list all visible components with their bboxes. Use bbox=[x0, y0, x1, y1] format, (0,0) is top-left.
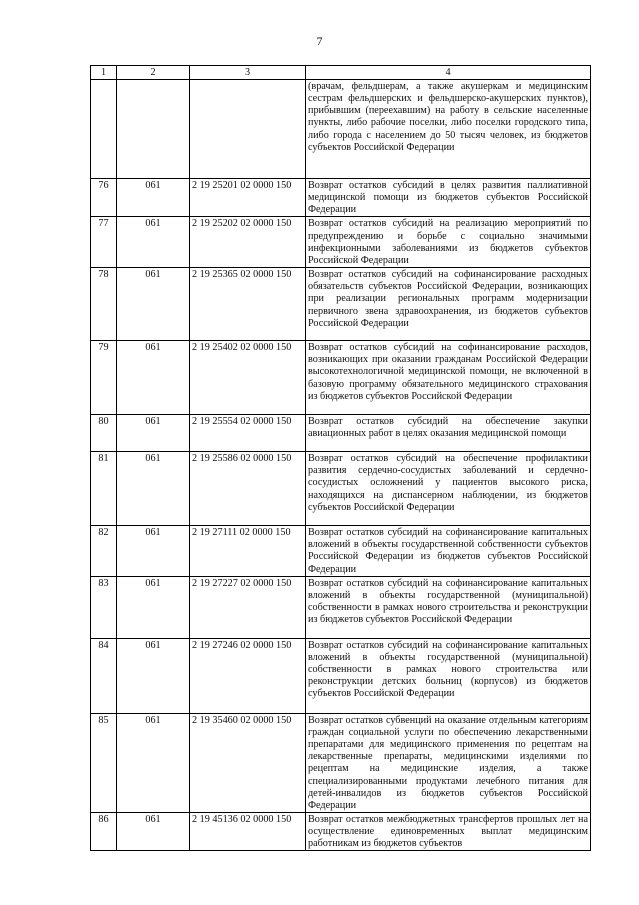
cell-description: Возврат остатков субсидий на софинансирование капитальных вложений в объекты государственной (муниципальной) собственности в рамках нового строительства или реконструкции детских больниц (корпусов) из бюджетов субъектов Российской Федерации bbox=[306, 638, 591, 713]
cell-description: Возврат остатков субсидий на софинансирование капитальных вложений в объекты государственной (муниципальной) собственности в рамках нового строительства и реконструкции из бюджетов субъектов Российской Федерации bbox=[306, 576, 591, 638]
cell-admin: 061 bbox=[117, 638, 190, 713]
cell-num: 86 bbox=[91, 812, 117, 850]
table-row bbox=[91, 217, 591, 268]
cell-admin: 061 bbox=[117, 812, 190, 850]
budget-codes-table bbox=[90, 65, 591, 851]
table-row bbox=[91, 812, 591, 850]
table-row bbox=[91, 341, 591, 415]
table-row bbox=[91, 415, 591, 452]
cell-description: Возврат остатков субсидий на софинансирование расходов, возникающих при оказании гражданам Российской Федерации высокотехнологичной медицинской помощи, не включенной в базовую программу обязательного медицинского страхования из бюджетов субъектов Российской Федерации bbox=[306, 341, 591, 415]
cell-num: 77 bbox=[91, 217, 117, 268]
cell-code: 2 19 35460 02 0000 150 bbox=[190, 713, 306, 812]
table-row-continuation bbox=[91, 80, 591, 179]
header-col-2: 2 bbox=[117, 66, 190, 80]
cell-code: 2 19 27227 02 0000 150 bbox=[190, 576, 306, 638]
cell-description: Возврат остатков субсидий на софинансирование капитальных вложений в объекты государственной собственности субъектов Российской Федерации из бюджетов субъектов Российской Федерации bbox=[306, 526, 591, 577]
cell-code: 2 19 25201 02 0000 150 bbox=[190, 179, 306, 217]
cell-code: 2 19 45136 02 0000 150 bbox=[190, 812, 306, 850]
cell-code: 2 19 27111 02 0000 150 bbox=[190, 526, 306, 577]
cell-admin: 061 bbox=[117, 452, 190, 526]
table-row bbox=[91, 576, 591, 638]
cell-description: Возврат остатков субсидий на обеспечение закупки авиационных работ в целях оказания медицинской помощи bbox=[306, 415, 591, 452]
cell-admin: 061 bbox=[117, 341, 190, 415]
cell-code bbox=[190, 80, 306, 179]
cell-description: (врачам, фельдшерам, а также акушеркам и медицинским сестрам фельдшерских и фельдшерско-акушерских пунктов), прибывшим (переехавшим) на работу в сельские населенные пункты, либо рабочие поселки, либо поселки городского типа, либо города с населением до 50 тысяч человек, из бюджетов субъектов Российской Федерации bbox=[306, 80, 591, 179]
cell-num: 84 bbox=[91, 638, 117, 713]
table-row bbox=[91, 179, 591, 217]
cell-admin: 061 bbox=[117, 576, 190, 638]
cell-description: Возврат остатков субсидий в целях развития паллиативной медицинской помощи из бюджетов субъектов Российской Федерации bbox=[306, 179, 591, 217]
header-col-1: 1 bbox=[91, 66, 117, 80]
cell-num bbox=[91, 80, 117, 179]
cell-admin: 061 bbox=[117, 415, 190, 452]
table-row bbox=[91, 452, 591, 526]
cell-description: Возврат остатков субвенций на оказание отдельным категориям граждан социальной услуги по обеспечению лекарственными препаратами для медицинского применения по рецептам на лекарственные препараты, медицинскими изделиями по рецептам на медицинские изделия, а также специализированными продуктами лечебного питания для детей-инвалидов из бюджетов субъектов Российской Федерации bbox=[306, 713, 591, 812]
cell-admin: 061 bbox=[117, 713, 190, 812]
table-header-row bbox=[91, 66, 591, 80]
cell-description: Возврат остатков субсидий на обеспечение профилактики развития сердечно-сосудистых заболеваний и сердечно-сосудистых осложнений у пациентов высокого риска, находящихся на диспансерном наблюдении, из бюджетов субъектов Российской Федерации bbox=[306, 452, 591, 526]
cell-admin: 061 bbox=[117, 217, 190, 268]
cell-num: 76 bbox=[91, 179, 117, 217]
cell-code: 2 19 25586 02 0000 150 bbox=[190, 452, 306, 526]
cell-admin bbox=[117, 80, 190, 179]
cell-admin: 061 bbox=[117, 268, 190, 341]
cell-code: 2 19 25554 02 0000 150 bbox=[190, 415, 306, 452]
cell-num: 83 bbox=[91, 576, 117, 638]
table-row bbox=[91, 526, 591, 577]
cell-code: 2 19 25365 02 0000 150 bbox=[190, 268, 306, 341]
header-col-3: 3 bbox=[190, 66, 306, 80]
cell-num: 78 bbox=[91, 268, 117, 341]
cell-num: 81 bbox=[91, 452, 117, 526]
cell-num: 82 bbox=[91, 526, 117, 577]
cell-code: 2 19 27246 02 0000 150 bbox=[190, 638, 306, 713]
table-row bbox=[91, 268, 591, 341]
cell-num: 80 bbox=[91, 415, 117, 452]
cell-description: Возврат остатков субсидий на софинансирование расходных обязательств субъектов Российской Федерации, возникающих при реализации региональных программ модернизации первичного звена здравоохранения, из бюджетов субъектов Российской Федерации bbox=[306, 268, 591, 341]
table-row bbox=[91, 638, 591, 713]
cell-code: 2 19 25402 02 0000 150 bbox=[190, 341, 306, 415]
cell-description: Возврат остатков субсидий на реализацию мероприятий по предупреждению и борьбе с социально значимыми инфекционными заболеваниями из бюджетов субъектов Российской Федерации bbox=[306, 217, 591, 268]
cell-admin: 061 bbox=[117, 179, 190, 217]
cell-admin: 061 bbox=[117, 526, 190, 577]
table-row bbox=[91, 713, 591, 812]
cell-description: Возврат остатков межбюджетных трансфертов прошлых лет на осуществление единовременных выплат медицинским работникам из бюджетов субъектов bbox=[306, 812, 591, 850]
cell-num: 85 bbox=[91, 713, 117, 812]
header-col-4: 4 bbox=[306, 66, 591, 80]
page-number: 7 bbox=[316, 34, 323, 48]
cell-code: 2 19 25202 02 0000 150 bbox=[190, 217, 306, 268]
cell-num: 79 bbox=[91, 341, 117, 415]
